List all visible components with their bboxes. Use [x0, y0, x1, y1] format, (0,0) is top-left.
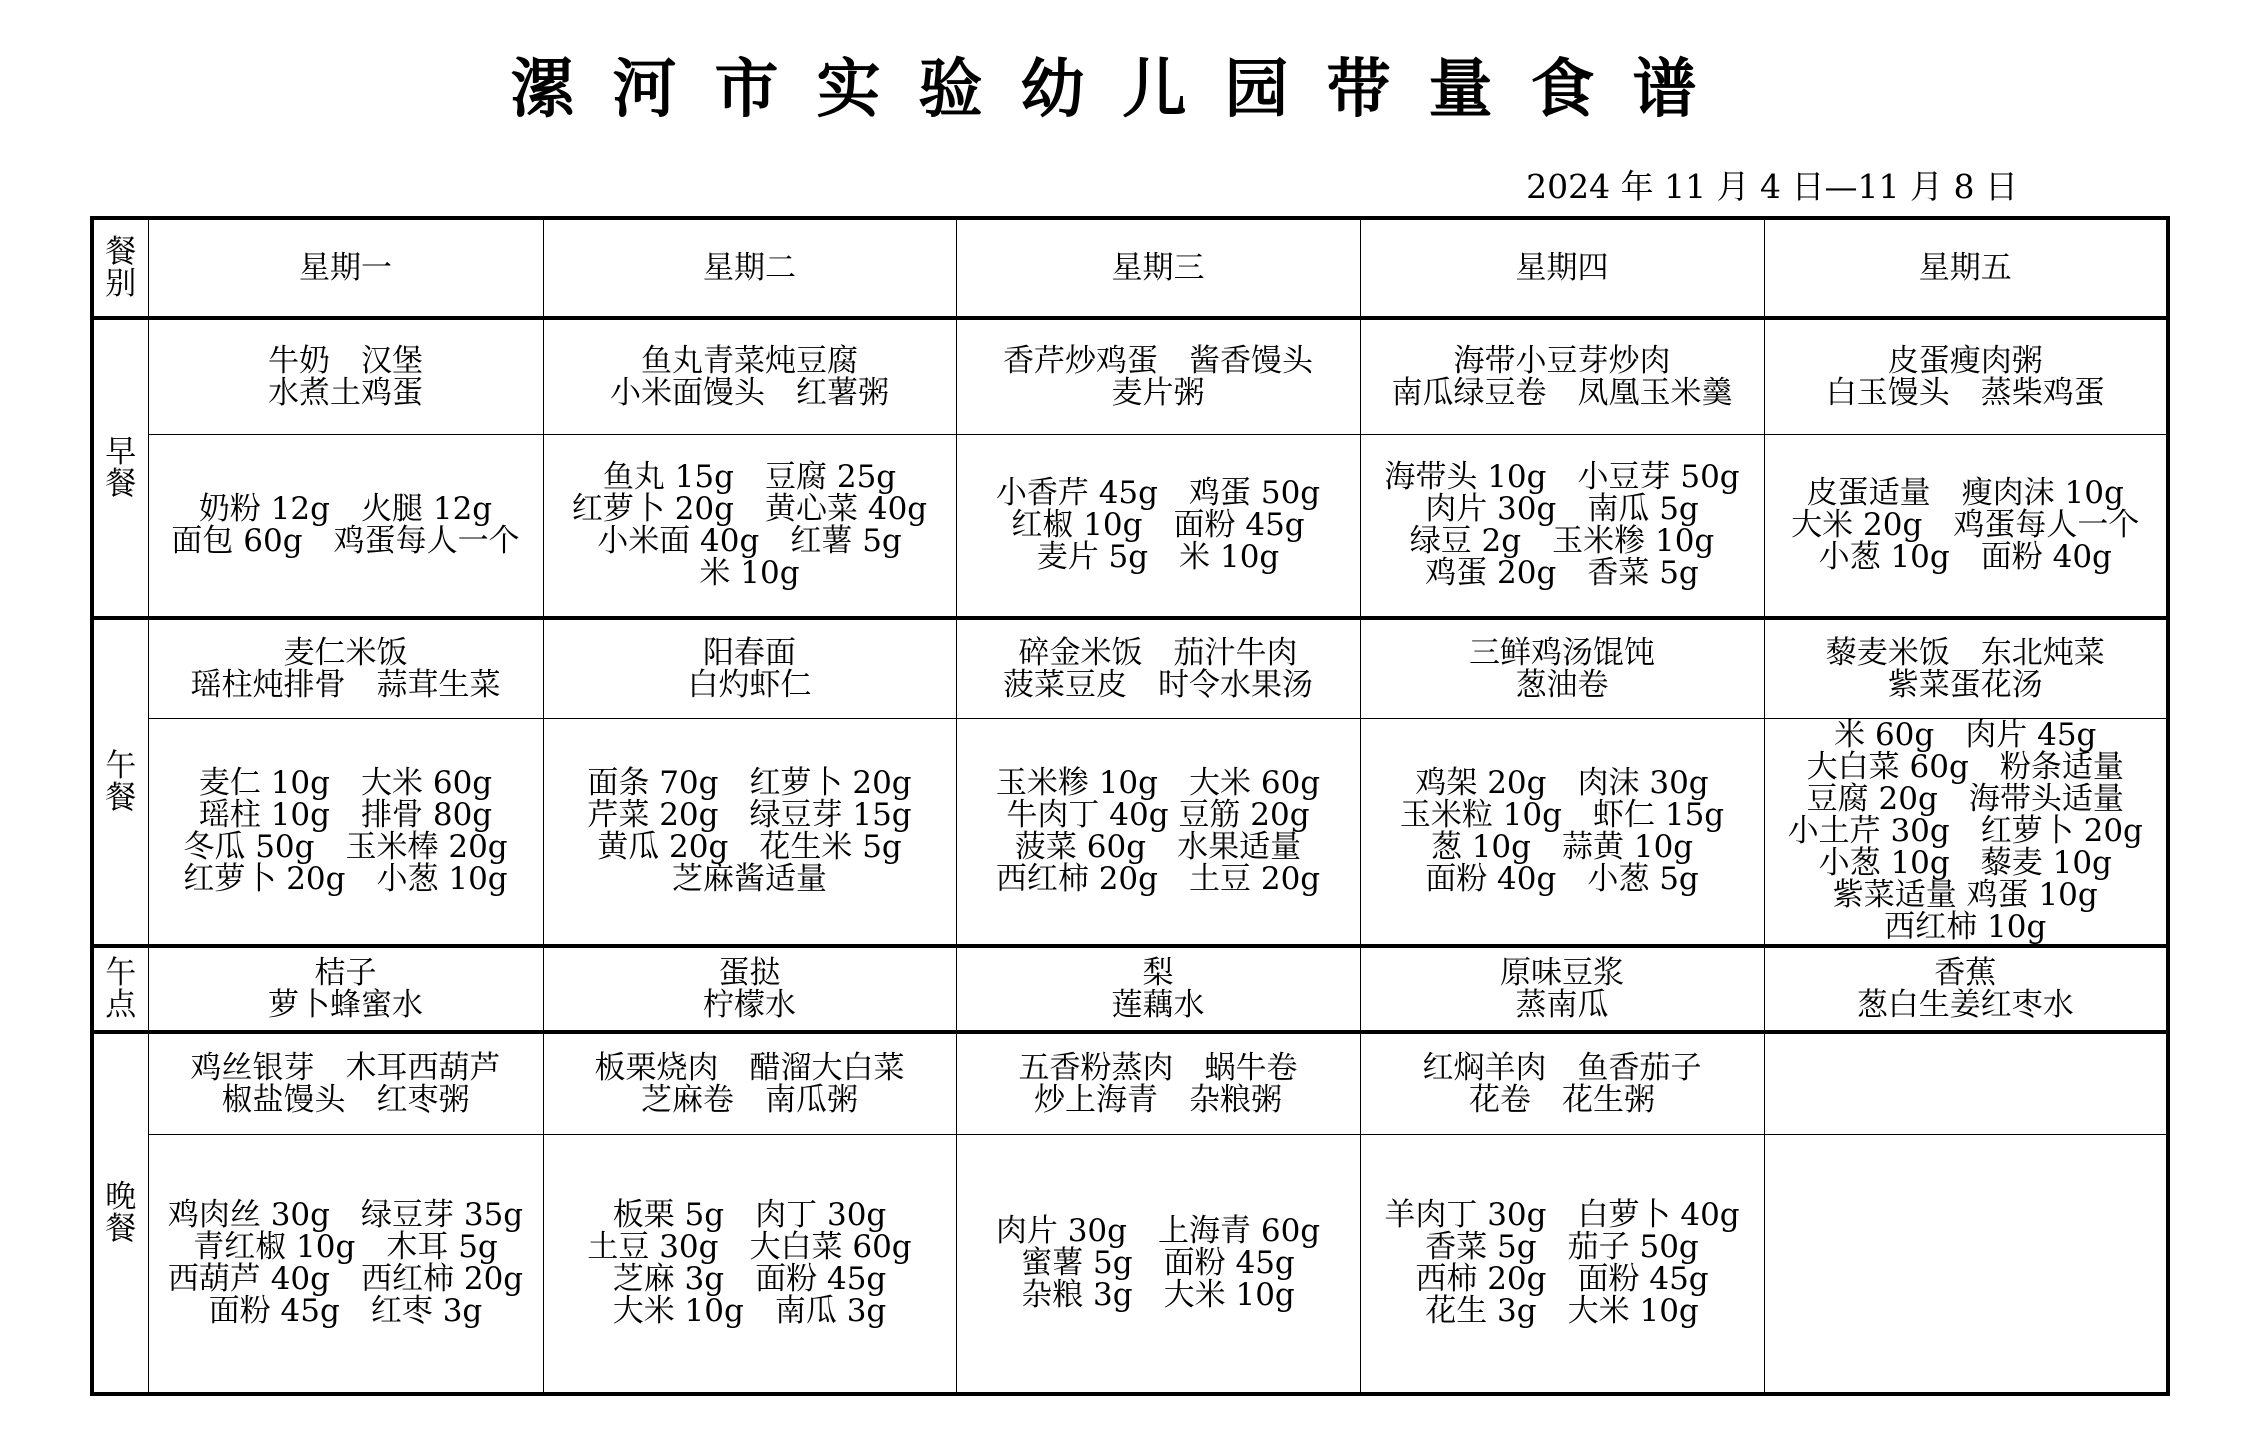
cell-line: 土豆 30g 大白菜 60g	[587, 1229, 912, 1266]
cell-line: 米 10g	[699, 555, 800, 592]
cell-line: 青红椒 10g 木耳 5g	[193, 1229, 498, 1266]
cell-line: 蒸南瓜	[1515, 987, 1609, 1023]
cell-line: 紫菜蛋花汤	[1887, 666, 2043, 703]
dinner-ingredients-row	[92, 1134, 2168, 1394]
cell-line: 南瓜绿豆卷 凤凰玉米羹	[1391, 374, 1733, 411]
cell-line: 瑶柱炖排骨 蒜茸生菜	[190, 666, 501, 703]
meal-type-header: 餐别	[92, 218, 148, 318]
cell-line: 红椒 10g 面粉 45g	[1011, 507, 1305, 544]
cell-line: 板栗烧肉 醋溜大白菜	[594, 1049, 905, 1086]
cell	[543, 1032, 956, 1134]
cell-line: 花生 3g 大米 10g	[1425, 1293, 1699, 1330]
cell-line: 鱼丸 15g 豆腐 25g	[602, 459, 897, 496]
cell-line: 豆腐 20g 海带头适量	[1806, 781, 2124, 818]
cell-line: 肉片 30g 上海青 60g	[995, 1213, 1321, 1250]
cell-line: 黄瓜 20g 花生米 5g	[597, 829, 902, 866]
cell	[956, 434, 1360, 618]
cell-line: 葱油卷	[1515, 666, 1609, 703]
day-header-tuesday: 星期二	[543, 218, 956, 318]
cell	[148, 718, 543, 946]
cell-line: 小香芹 45g 鸡蛋 50g	[995, 475, 1321, 512]
cell	[1360, 618, 1764, 718]
cell-line: 桔子	[314, 955, 377, 991]
cell-line: 小土芹 30g 红萝卜 20g	[1787, 813, 2143, 850]
breakfast-dishes-row	[92, 318, 2168, 434]
page-title: 漯河市实验幼儿园带量食谱	[510, 52, 1735, 127]
cell	[1360, 1032, 1764, 1134]
cell-line: 柠檬水	[703, 987, 796, 1023]
breakfast-ingredients-row	[92, 434, 2168, 618]
cell-line: 西葫芦 40g 西红柿 20g	[167, 1261, 524, 1298]
day-header-monday: 星期一	[148, 218, 543, 318]
cell-line: 绿豆 2g 玉米糁 10g	[1409, 523, 1715, 560]
cell	[1360, 1134, 1764, 1394]
cell-line: 大米 10g 南瓜 3g	[612, 1293, 887, 1330]
cell	[1360, 434, 1764, 618]
day-header-thursday: 星期四	[1360, 218, 1764, 318]
cell-line: 芹菜 20g 绿豆芽 15g	[587, 797, 912, 834]
meal-dinner: 晚餐	[92, 1032, 148, 1394]
cell-line: 面粉 40g 小葱 5g	[1425, 861, 1699, 898]
cell-line: 麦仁 10g 大米 60g	[198, 765, 493, 802]
cell	[1764, 434, 2168, 618]
cell	[1764, 318, 2168, 434]
cell-line: 米 60g 肉片 45g	[1834, 718, 2097, 754]
cell-line: 牛肉丁 40g 豆筋 20g	[1006, 797, 1310, 834]
cell-line: 西柿 20g 面粉 45g	[1415, 1261, 1709, 1298]
cell-line: 麦片 5g 米 10g	[1036, 539, 1280, 576]
cell-line: 红焖羊肉 鱼香茄子	[1422, 1049, 1702, 1086]
cell-line: 萝卜蜂蜜水	[268, 987, 423, 1023]
cell	[956, 618, 1360, 718]
cell-line: 玉米糁 10g 大米 60g	[995, 765, 1321, 802]
dinner-dishes-row	[92, 1032, 2168, 1134]
cell-line: 葱白生姜红枣水	[1856, 987, 2074, 1023]
cell	[148, 1134, 543, 1394]
cell-line: 海带头 10g 小豆芽 50g	[1384, 459, 1740, 496]
cell-line: 香芹炒鸡蛋 酱香馒头	[1003, 342, 1313, 379]
cell-line: 小米面 40g 红薯 5g	[597, 523, 902, 560]
cell-line: 羊肉丁 30g 白萝卜 40g	[1384, 1197, 1740, 1234]
cell-line: 芝麻 3g 面粉 45g	[612, 1261, 887, 1298]
cell	[543, 718, 956, 946]
header-row	[92, 218, 2168, 318]
cell-line: 冬瓜 50g 玉米棒 20g	[183, 829, 508, 866]
cell-line: 小米面馒头 红薯粥	[610, 374, 889, 411]
cell-line: 鸡蛋 20g 香菜 5g	[1425, 555, 1699, 592]
cell-line: 菠菜豆皮 时令水果汤	[1003, 666, 1313, 703]
cell	[956, 318, 1360, 434]
cell-line: 牛奶 汉堡	[268, 342, 423, 379]
cell	[956, 946, 1360, 1032]
cell	[148, 1032, 543, 1134]
cell-line: 蛋挞	[718, 955, 781, 991]
cell-line: 梨	[1142, 955, 1174, 991]
cell	[1360, 318, 1764, 434]
cell-line: 鸡肉丝 30g 绿豆芽 35g	[167, 1197, 524, 1234]
cell	[1764, 1134, 2168, 1394]
cell	[1764, 718, 2168, 946]
cell-line: 水煮土鸡蛋	[268, 374, 423, 411]
cell-line: 麦片粥	[1111, 374, 1205, 411]
cell	[1764, 618, 2168, 718]
menu-table	[90, 216, 2170, 1396]
cell	[543, 1134, 956, 1394]
cell-line: 白玉馒头 蒸柴鸡蛋	[1825, 374, 2105, 411]
cell-line: 杂粮 3g 大米 10g	[1021, 1277, 1295, 1314]
cell-line: 红萝卜 20g 小葱 10g	[183, 861, 508, 898]
cell-line: 紫菜适量 鸡蛋 10g	[1832, 877, 2098, 914]
cell-line: 五香粉蒸肉 蜗牛卷	[1018, 1049, 1298, 1086]
cell-line: 麦仁米饭	[283, 634, 408, 671]
cell-line: 西红柿 10g	[1884, 909, 2047, 946]
cell-line: 花卷 花生粥	[1469, 1081, 1655, 1118]
cell-line: 面包 60g 鸡蛋每人一个	[171, 523, 520, 560]
cell	[148, 946, 543, 1032]
cell	[956, 1134, 1360, 1394]
cell-line: 皮蛋适量 瘦肉沫 10g	[1806, 475, 2124, 512]
cell-line: 鸡架 20g 肉沫 30g	[1415, 765, 1709, 802]
cell	[1360, 718, 1764, 946]
meal-snack: 午点	[92, 946, 148, 1032]
cell-line: 瑶柱 10g 排骨 80g	[198, 797, 493, 834]
cell-line: 芝麻酱适量	[672, 861, 827, 898]
meal-breakfast: 早餐	[92, 318, 148, 618]
day-header-friday: 星期五	[1764, 218, 2168, 318]
cell	[543, 434, 956, 618]
cell-line: 肉片 30g 南瓜 5g	[1425, 491, 1699, 528]
cell-line: 原味豆浆	[1500, 955, 1624, 991]
meal-lunch: 午餐	[92, 618, 148, 946]
cell-line: 芝麻卷 南瓜粥	[641, 1081, 858, 1118]
date-range: 2024 年 11 月 4 日—11 月 8 日	[1526, 167, 2018, 206]
cell	[543, 318, 956, 434]
lunch-ingredients-row	[92, 718, 2168, 946]
cell	[148, 434, 543, 618]
cell-line: 三鲜鸡汤馄饨	[1469, 634, 1655, 671]
cell	[543, 946, 956, 1032]
cell-line: 白灼虾仁	[687, 666, 812, 703]
cell-line: 奶粉 12g 火腿 12g	[198, 491, 493, 528]
cell-line: 菠菜 60g 水果适量	[1014, 829, 1302, 866]
cell-line: 香菜 5g 茄子 50g	[1425, 1229, 1699, 1266]
snack-row	[92, 946, 2168, 1032]
cell-line: 鸡丝银芽 木耳西葫芦	[190, 1049, 501, 1086]
cell-line: 碎金米饭 茄汁牛肉	[1018, 634, 1298, 671]
cell-line: 大白菜 60g 粉条适量	[1806, 749, 2124, 786]
day-header-wednesday: 星期三	[956, 218, 1360, 318]
cell	[956, 1032, 1360, 1134]
cell-line: 椒盐馒头 红枣粥	[221, 1081, 470, 1118]
cell-line: 藜麦米饭 东北炖菜	[1825, 634, 2105, 671]
cell-line: 皮蛋瘦肉粥	[1887, 342, 2043, 379]
cell	[148, 318, 543, 434]
cell-line: 板栗 5g 肉丁 30g	[612, 1197, 887, 1234]
cell-line: 炒上海青 杂粮粥	[1034, 1081, 1282, 1118]
cell-line: 香蕉	[1934, 955, 1997, 991]
cell-line: 玉米粒 10g 虾仁 15g	[1399, 797, 1725, 834]
cell-line: 蜜薯 5g 面粉 45g	[1021, 1245, 1295, 1282]
cell	[1360, 946, 1764, 1032]
lunch-dishes-row	[92, 618, 2168, 718]
cell-line: 阳春面	[703, 634, 796, 671]
cell	[1764, 946, 2168, 1032]
cell-line: 小葱 10g 藜麦 10g	[1818, 845, 2112, 882]
cell-line: 小葱 10g 面粉 40g	[1818, 539, 2112, 576]
cell-line: 面粉 45g 红枣 3g	[208, 1293, 483, 1330]
cell-line: 莲藕水	[1111, 987, 1205, 1023]
cell-line: 大米 20g 鸡蛋每人一个	[1791, 507, 2140, 544]
cell-line: 面条 70g 红萝卜 20g	[587, 765, 912, 802]
cell	[1764, 1032, 2168, 1134]
cell-line: 鱼丸青菜炖豆腐	[641, 342, 858, 379]
cell-line: 海带小豆芽炒肉	[1453, 342, 1671, 379]
cell-line: 西红柿 20g 土豆 20g	[995, 861, 1321, 898]
cell	[543, 618, 956, 718]
cell	[956, 718, 1360, 946]
cell-line: 葱 10g 蒜黄 10g	[1430, 829, 1694, 866]
cell	[148, 618, 543, 718]
cell-line: 红萝卜 20g 黄心菜 40g	[571, 491, 928, 528]
